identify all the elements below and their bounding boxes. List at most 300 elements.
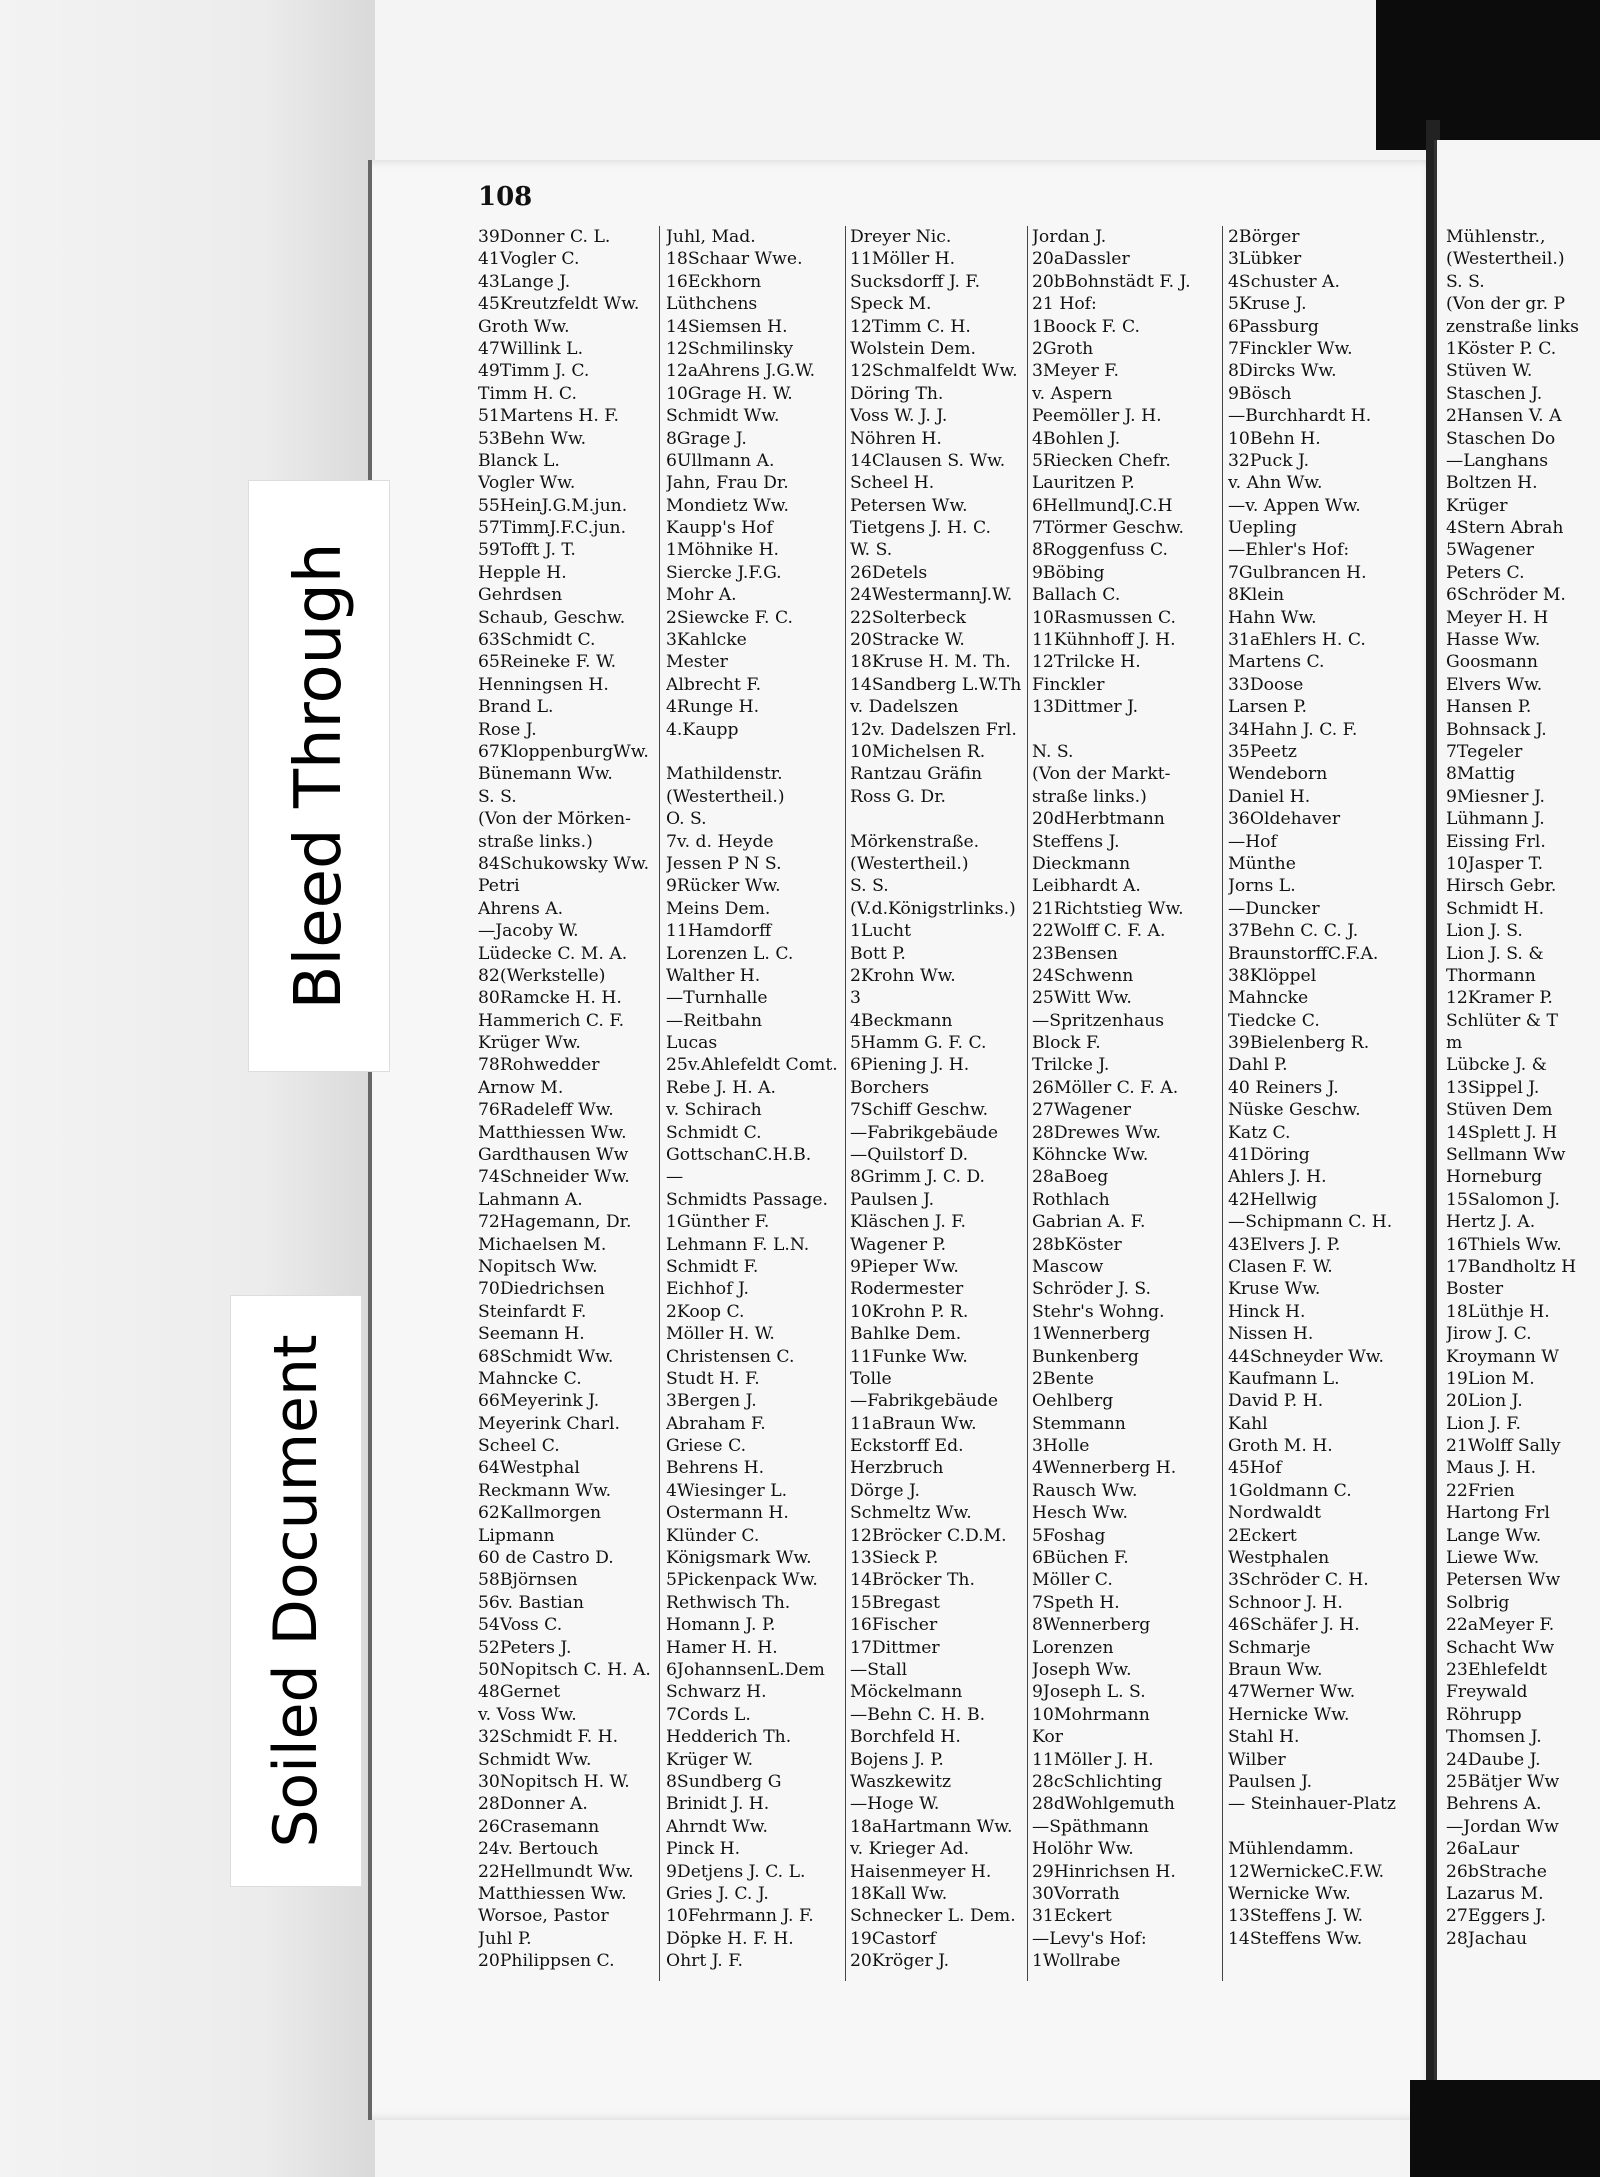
directory-entry: Scheel H. xyxy=(850,473,935,494)
directory-entry: 1Lucht xyxy=(850,921,912,942)
directory-entry: Horneburg xyxy=(1446,1167,1543,1188)
directory-entry: 30Nopitsch H. W. xyxy=(478,1771,630,1792)
directory-entry: Ballach C. xyxy=(1032,585,1121,606)
directory-entry: Reckmann Ww. xyxy=(478,1480,612,1501)
directory-entry: Bahlke Dem. xyxy=(850,1324,962,1345)
directory-entry: Clasen F. W. xyxy=(1228,1256,1333,1277)
directory-entry: 12Schmalfeldt Ww. xyxy=(850,361,1018,382)
directory-entry: 6Ullmann A. xyxy=(666,450,775,471)
directory-entry: —Duncker xyxy=(1228,898,1320,919)
column-6 xyxy=(1446,226,1600,1950)
directory-entry: Jahn, Frau Dr. xyxy=(666,473,789,494)
directory-entry: 48Gernet xyxy=(478,1682,561,1703)
directory-entry: Bohnsack J. xyxy=(1446,719,1547,740)
directory-entry: Maus J. H. xyxy=(1446,1458,1537,1479)
directory-entry: Bünemann Ww. xyxy=(478,764,613,785)
directory-entry: Block F. xyxy=(1032,1033,1101,1054)
directory-entry: 1Möhnike H. xyxy=(666,540,780,561)
directory-entry: 80Ramcke H. H. xyxy=(478,988,622,1009)
directory-entry: v. Dadelszen xyxy=(850,697,959,718)
directory-entry: 4Beckmann xyxy=(850,1010,953,1031)
directory-entry: 44Schneyder Ww. xyxy=(1228,1346,1384,1367)
directory-entry: Kor xyxy=(1032,1727,1063,1748)
directory-entry: Goosmann xyxy=(1446,652,1538,673)
directory-entry: Hesch Ww. xyxy=(1032,1503,1128,1524)
directory-entry: Rantzau Gräfin xyxy=(850,764,983,785)
directory-entry: Hartong Frl xyxy=(1446,1503,1550,1524)
directory-entry: Groth Ww. xyxy=(478,316,570,337)
directory-entry: Hedderich Th. xyxy=(666,1727,792,1748)
directory-entry: Schmeltz Ww. xyxy=(850,1503,972,1524)
directory-entry: 15Salomon J. xyxy=(1446,1189,1560,1210)
directory-entry: 9Pieper Ww. xyxy=(850,1256,959,1277)
directory-entry: —Burchhardt H. xyxy=(1228,406,1372,427)
directory-entry: Liewe Ww. xyxy=(1446,1548,1540,1569)
directory-entry: —Jacoby W. xyxy=(478,921,579,942)
directory-entry xyxy=(850,808,1025,830)
directory-entry: —Langhans xyxy=(1446,450,1549,471)
directory-entry: 4Wennerberg H. xyxy=(1032,1458,1177,1479)
directory-entry: Pinck H. xyxy=(666,1839,741,1860)
directory-entry: Meyerink Charl. xyxy=(478,1413,620,1434)
directory-entry: 3Schröder C. H. xyxy=(1228,1570,1369,1591)
directory-entry: Schaub, Geschw. xyxy=(478,607,626,628)
directory-entry: 45Hof xyxy=(1228,1458,1282,1479)
directory-entry: 8Mattig xyxy=(1446,764,1516,785)
directory-entry: Worsoe, Pastor xyxy=(478,1906,609,1927)
directory-entry: 1Köster P. C. xyxy=(1446,338,1557,359)
directory-entry: Krüger W. xyxy=(666,1749,754,1770)
directory-entry: 1Wollrabe xyxy=(1032,1951,1121,1972)
directory-entry: Dahl P. xyxy=(1228,1055,1288,1076)
directory-entry: Westphalen xyxy=(1228,1548,1330,1569)
directory-entry: Stüven Dem xyxy=(1446,1100,1553,1121)
column-rule xyxy=(1027,226,1028,1981)
directory-entry: Jordan J. xyxy=(1032,227,1107,247)
directory-entry: 4Bohlen J. xyxy=(1032,428,1121,449)
directory-entry: 22Solterbeck xyxy=(850,607,966,628)
directory-entry: 11Kühnhoff J. H. xyxy=(1032,630,1176,651)
directory-entry: Röhrupp xyxy=(1446,1704,1522,1725)
directory-entry: 7Finckler Ww. xyxy=(1228,338,1353,359)
directory-entry: 68Schmidt Ww. xyxy=(478,1346,614,1367)
directory-entry: Schmidt Ww. xyxy=(478,1749,592,1770)
directory-entry: Jirow J. C. xyxy=(1446,1324,1532,1345)
directory-entry: Mascow xyxy=(1032,1256,1104,1277)
directory-entry: 31Eckert xyxy=(1032,1906,1112,1927)
directory-entry: 26aLaur xyxy=(1446,1839,1520,1860)
directory-entry: Sucksdorff J. F. xyxy=(850,271,981,292)
directory-entry: 17Bandholtz H xyxy=(1446,1256,1577,1277)
directory-entry: 7Törmer Geschw. xyxy=(1032,518,1184,539)
directory-entry: Boltzen H. xyxy=(1446,473,1538,494)
directory-entry: Schmidt H. xyxy=(1446,898,1545,919)
directory-entry: Möller C. xyxy=(1032,1570,1113,1591)
directory-entry: Ahrens A. xyxy=(478,898,564,919)
directory-entry: 18Lüthje H. xyxy=(1446,1301,1550,1322)
directory-entry: Dieckmann xyxy=(1032,853,1131,874)
directory-entry: Schmidt Ww. xyxy=(666,406,780,427)
directory-entry: Stehr's Wohng. xyxy=(1032,1301,1165,1322)
directory-entry: Tolle xyxy=(850,1368,892,1389)
directory-entry: Borchers xyxy=(850,1077,930,1098)
directory-entry: v. Aspern xyxy=(1032,383,1113,404)
directory-entry: Juhl, Mad. xyxy=(666,227,756,247)
directory-entry: Schlüter & T xyxy=(1446,1010,1559,1031)
directory-entry: Timm H. C. xyxy=(478,383,577,404)
directory-entry: Klünder C. xyxy=(666,1525,760,1546)
directory-entry: Seemann H. xyxy=(478,1324,585,1345)
directory-entry: Peemöller J. H. xyxy=(1032,406,1162,427)
directory-entry: 52Peters J. xyxy=(478,1637,572,1658)
directory-entry: 14Steffens Ww. xyxy=(1228,1928,1363,1949)
directory-entry: 1Wennerberg xyxy=(1032,1324,1151,1345)
bleed-through-label xyxy=(248,480,390,1072)
directory-entry: Kahl xyxy=(1228,1413,1268,1434)
directory-entry: 55HeinJ.G.M.jun. xyxy=(478,495,628,516)
directory-entry: Rethwisch Th. xyxy=(666,1592,791,1613)
directory-entry: 1Goldmann C. xyxy=(1228,1480,1352,1501)
directory-entry: Michaelsen M. xyxy=(478,1234,607,1255)
directory-entry: 18Schaar Wwe. xyxy=(666,249,803,270)
directory-entry: 5Kruse J. xyxy=(1228,294,1307,315)
directory-entry: 34Hahn J. C. F. xyxy=(1228,719,1358,740)
directory-entry: 32Schmidt F. H. xyxy=(478,1727,619,1748)
directory-entry: 65Reineke F. W. xyxy=(478,652,617,673)
directory-entry: 22Hellmundt Ww. xyxy=(478,1861,634,1882)
directory-entry: Katz C. xyxy=(1228,1122,1291,1143)
directory-entry: 20aDassler xyxy=(1032,249,1130,270)
directory-entry: Nöhren H. xyxy=(850,428,942,449)
directory-entry: Mühlenstr., xyxy=(1446,227,1546,247)
directory-entry: 11Möller J. H. xyxy=(1032,1749,1154,1770)
directory-entry: 6JohannsenL.Dem xyxy=(666,1660,825,1680)
directory-entry: Wendeborn xyxy=(1228,764,1328,785)
directory-entry: 24WestermannJ.W. xyxy=(850,585,1013,606)
directory-entry: 51Martens H. F. xyxy=(478,406,619,427)
directory-entry: 20Stracke W. xyxy=(850,630,965,651)
directory-entry: Lange Ww. xyxy=(1446,1525,1542,1546)
directory-entry: Gabrian A. F. xyxy=(1032,1212,1146,1233)
directory-entry: Uepling xyxy=(1228,518,1297,539)
directory-entry: 12Schmilinsky xyxy=(666,338,794,359)
directory-entry: Mathildenstr. xyxy=(666,764,783,785)
directory-entry: 2Groth xyxy=(1032,338,1094,359)
directory-entry: 66Meyerink J. xyxy=(478,1391,600,1412)
directory-entry: 4.Kaupp xyxy=(666,719,739,740)
directory-entry: Wernicke Ww. xyxy=(1228,1883,1351,1904)
directory-entry: —Hof xyxy=(1228,831,1277,852)
directory-entry: 19Castorf xyxy=(850,1928,936,1949)
directory-entry: Lorenzen xyxy=(1032,1637,1114,1658)
directory-entry: Schacht Ww xyxy=(1446,1637,1555,1658)
directory-entry: v. Krieger Ad. xyxy=(850,1839,970,1860)
directory-entry: 32Puck J. xyxy=(1228,450,1310,471)
directory-entry: 2Bente xyxy=(1032,1368,1094,1389)
directory-entry: Sellmann Ww xyxy=(1446,1145,1566,1166)
directory-entry: 14Bröcker Th. xyxy=(850,1570,975,1591)
directory-entry: N. S. xyxy=(1032,741,1074,762)
directory-entry: Hasse Ww. xyxy=(1446,630,1541,651)
directory-entry: Brand L. xyxy=(478,697,554,718)
directory-entry: —Ehler's Hof: xyxy=(1228,540,1350,561)
directory-entry: Thormann xyxy=(1446,965,1536,986)
directory-entry: 23Ehlefeldt xyxy=(1446,1660,1548,1680)
directory-entry: Lübcke J. & xyxy=(1446,1055,1547,1076)
directory-entry: 12Bröcker C.D.M. xyxy=(850,1525,1007,1546)
directory-entry: Eissing Frl. xyxy=(1446,831,1546,852)
directory-entry: 43Lange J. xyxy=(478,271,571,292)
directory-entry: 72Hagemann, Dr. xyxy=(478,1212,632,1233)
directory-entry: 4Schuster A. xyxy=(1228,271,1340,292)
directory-entry: 67KloppenburgWw. xyxy=(478,741,649,762)
directory-entry: 14Siemsen H. xyxy=(666,316,788,337)
directory-entry: Blanck L. xyxy=(478,450,560,471)
directory-entry: 10Mohrmann xyxy=(1032,1704,1150,1725)
directory-entry: Leibhardt A. xyxy=(1032,876,1141,897)
directory-entry: Schnecker L. Dem. xyxy=(850,1906,1016,1927)
directory-entry: 9Miesner J. xyxy=(1446,786,1545,807)
directory-entry: Lipmann xyxy=(478,1525,555,1546)
directory-entry: 12Kramer P. xyxy=(1446,988,1553,1009)
directory-entry: —Jordan Ww xyxy=(1446,1816,1559,1837)
directory-entry: Lion J. S. xyxy=(1446,921,1523,942)
directory-entry: 3 xyxy=(850,988,861,1009)
directory-entry: m xyxy=(1446,1033,1463,1054)
directory-entry: (Westertheil.) xyxy=(666,786,785,807)
directory-entry: 6HellmundJ.C.H xyxy=(1032,495,1173,516)
directory-entry: Wilber xyxy=(1228,1749,1286,1770)
directory-entry: 20bBohnstädt F. J. xyxy=(1032,271,1191,292)
column-3 xyxy=(850,226,1025,1972)
directory-entry: Gehrdsen xyxy=(478,585,563,606)
directory-entry: Stahl H. xyxy=(1228,1727,1300,1748)
directory-entry: Henningsen H. xyxy=(478,674,609,695)
directory-entry: straße links.) xyxy=(1032,786,1147,807)
directory-entry: Möckelmann xyxy=(850,1682,963,1703)
directory-entry: 42Hellwig xyxy=(1228,1189,1318,1210)
directory-entry: 50Nopitsch C. H. A. xyxy=(478,1660,651,1680)
directory-entry: 31aEhlers H. C. xyxy=(1228,630,1366,651)
directory-entry: 12Timm C. H. xyxy=(850,316,971,337)
directory-entry: (Westertheil.) xyxy=(1446,249,1565,270)
directory-entry: 25Bätjer Ww xyxy=(1446,1771,1560,1792)
directory-entry: Königsmark Ww. xyxy=(666,1548,812,1569)
directory-entry: 8Roggenfuss C. xyxy=(1032,540,1169,561)
directory-entry: 3Lübker xyxy=(1228,249,1302,270)
directory-entry: 10Rasmussen C. xyxy=(1032,607,1176,628)
directory-entry: 29Hinrichsen H. xyxy=(1032,1861,1176,1882)
directory-entry: Wolstein Dem. xyxy=(850,338,976,359)
directory-entry: Bott P. xyxy=(850,943,906,964)
directory-entry: 6Piening J. H. xyxy=(850,1055,970,1076)
directory-entry: 2Koop C. xyxy=(666,1301,745,1322)
directory-entry: (Westertheil.) xyxy=(850,853,969,874)
directory-entry: 24v. Bertouch xyxy=(478,1839,599,1860)
directory-entry: 35Peetz xyxy=(1228,741,1297,762)
directory-entry: 8Sundberg G xyxy=(666,1771,782,1792)
soiled-document-text: Soiled Document xyxy=(261,1334,331,1848)
directory-entry: Matthiessen Ww. xyxy=(478,1122,627,1143)
directory-entry: 8Wennerberg xyxy=(1032,1615,1151,1636)
directory-entry: 22aMeyer F. xyxy=(1446,1615,1555,1636)
directory-entry: 2Börger xyxy=(1228,227,1300,247)
directory-entry: v. Voss Ww. xyxy=(478,1704,577,1725)
directory-entry xyxy=(666,741,843,763)
directory-entry: 7Schiff Geschw. xyxy=(850,1100,989,1121)
directory-entry: Steffens J. xyxy=(1032,831,1120,852)
directory-entry: v. Ahn Ww. xyxy=(1228,473,1323,494)
directory-entry: 12aAhrens J.G.W. xyxy=(666,361,816,382)
directory-entry: 37Behn C. C. J. xyxy=(1228,921,1359,942)
directory-entry: Krüger xyxy=(1446,495,1508,516)
directory-entry: Mondietz Ww. xyxy=(666,495,789,516)
directory-entry: 24Schwenn xyxy=(1032,965,1134,986)
directory-entry: Schröder J. S. xyxy=(1032,1279,1151,1300)
directory-entry: 13Steffens J. W. xyxy=(1228,1906,1364,1927)
directory-entry: Behrens H. xyxy=(666,1458,765,1479)
directory-entry: Haisenmeyer H. xyxy=(850,1861,992,1882)
directory-entry: — xyxy=(666,1167,684,1188)
directory-entry: Hirsch Gebr. xyxy=(1446,876,1557,897)
directory-entry: Griese C. xyxy=(666,1436,747,1457)
directory-entry: 4Stern Abrah xyxy=(1446,518,1564,539)
directory-entry: Möller H. W. xyxy=(666,1324,775,1345)
directory-entry: Döring Th. xyxy=(850,383,944,404)
directory-entry: 76Radeleff Ww. xyxy=(478,1100,614,1121)
directory-entry: Speck M. xyxy=(850,294,932,315)
directory-entry: 10Jasper T. xyxy=(1446,853,1544,874)
directory-entry: 13Sieck P. xyxy=(850,1548,939,1569)
directory-entry: 84Schukowsky Ww. xyxy=(478,853,650,874)
directory-entry: Hammerich C. F. xyxy=(478,1010,625,1031)
directory-entry: 20dHerbtmann xyxy=(1032,809,1165,830)
directory-entry: 21 Hof: xyxy=(1032,294,1097,315)
directory-entry: Rose J. xyxy=(478,719,537,740)
directory-entry: —Behn C. H. B. xyxy=(850,1704,986,1725)
column-rule xyxy=(1222,226,1223,1981)
directory-entry: 18Kall Ww. xyxy=(850,1883,948,1904)
directory-entry: Schmidt C. xyxy=(666,1122,762,1143)
directory-entry: Finckler xyxy=(1032,674,1105,695)
directory-entry: Herzbruch xyxy=(850,1458,944,1479)
directory-entry: Joseph Ww. xyxy=(1032,1660,1132,1680)
directory-entry: zenstraße links xyxy=(1446,316,1579,337)
directory-entry: 18aHartmann Ww. xyxy=(850,1816,1013,1837)
directory-entry: Mörkenstraße. xyxy=(850,831,980,852)
directory-entry: 39Bielenberg R. xyxy=(1228,1033,1370,1054)
directory-entry: Eichhof J. xyxy=(666,1279,749,1300)
directory-entry: 26bStrache xyxy=(1446,1861,1547,1882)
directory-entry: Paulsen J. xyxy=(850,1189,935,1210)
directory-entry: Nordwaldt xyxy=(1228,1503,1321,1524)
directory-entry: Mohr A. xyxy=(666,585,737,606)
directory-entry: Kroymann W xyxy=(1446,1346,1559,1367)
directory-entry: Lazarus M. xyxy=(1446,1883,1544,1904)
directory-entry: —Quilstorf D. xyxy=(850,1145,969,1166)
directory-entry: Homann J. P. xyxy=(666,1615,776,1636)
directory-entry: Krüger Ww. xyxy=(478,1033,581,1054)
directory-entry: Nüske Geschw. xyxy=(1228,1100,1361,1121)
directory-entry: Scheel C. xyxy=(478,1436,560,1457)
directory-entry: Larsen P. xyxy=(1228,697,1307,718)
directory-entry: 5Riecken Chefr. xyxy=(1032,450,1171,471)
directory-entry: 3Kahlcke xyxy=(666,630,747,651)
directory-entry: Meyer H. H xyxy=(1446,607,1549,628)
directory-entry: 41Döring xyxy=(1228,1145,1310,1166)
directory-entry: 27Wagener xyxy=(1032,1100,1131,1121)
directory-entry: 20Philippsen C. xyxy=(478,1951,615,1972)
directory-entry: 12v. Dadelszen Frl. xyxy=(850,719,1017,740)
directory-entry: 1Günther F. xyxy=(666,1212,770,1233)
directory-entry: 9Böbing xyxy=(1032,562,1105,583)
directory-entry: Jorns L. xyxy=(1228,876,1296,897)
directory-entry: S. S. xyxy=(1446,271,1485,292)
binding-shadow-bottom xyxy=(1410,2080,1600,2177)
directory-entry: Bojens J. P. xyxy=(850,1749,944,1770)
directory-entry: Daniel H. xyxy=(1228,786,1311,807)
directory-entry: Boster xyxy=(1446,1279,1504,1300)
directory-entry: Lehmann F. L.N. xyxy=(666,1234,810,1255)
directory-entry: Hepple H. xyxy=(478,562,567,583)
directory-entry: — Steinhauer-Platz xyxy=(1228,1794,1396,1815)
directory-entry: Paulsen J. xyxy=(1228,1771,1313,1792)
directory-entry: 3Holle xyxy=(1032,1436,1090,1457)
directory-entry: 7Gulbrancen H. xyxy=(1228,562,1367,583)
directory-entry: Nopitsch Ww. xyxy=(478,1256,598,1277)
directory-entry: 59Tofft J. T. xyxy=(478,540,576,561)
directory-entry: Stüven W. xyxy=(1446,361,1533,382)
directory-entry: 17Dittmer xyxy=(850,1637,940,1658)
directory-entry: Voss W. J. J. xyxy=(850,406,948,427)
directory-entry: Walther H. xyxy=(666,965,761,986)
directory-entry xyxy=(1228,1816,1428,1838)
column-2 xyxy=(666,226,843,1972)
directory-entry: 14Sandberg L.W.Th xyxy=(850,674,1022,695)
directory-entry: 2Hansen V. A xyxy=(1446,406,1562,427)
directory-entry: Solbrig xyxy=(1446,1592,1510,1613)
directory-entry: 9Bösch xyxy=(1228,383,1292,404)
directory-entry: 5Pickenpack Ww. xyxy=(666,1570,818,1591)
directory-entry: Holöhr Ww. xyxy=(1032,1839,1134,1860)
directory-entry: 8Grimm J. C. D. xyxy=(850,1167,986,1188)
directory-entry: Ahlers J. H. xyxy=(1228,1167,1327,1188)
directory-entry: 28cSchlichting xyxy=(1032,1771,1163,1792)
directory-entry: 20Kröger J. xyxy=(850,1951,950,1972)
directory-entry: 28Drewes Ww. xyxy=(1032,1122,1162,1143)
directory-entry: (V.d.Königstrlinks.) xyxy=(850,898,1016,919)
directory-entry: Matthiessen Ww. xyxy=(478,1883,627,1904)
directory-entry: Juhl P. xyxy=(478,1928,532,1949)
directory-entry: 26Detels xyxy=(850,562,928,583)
column-rule xyxy=(845,226,846,1981)
directory-entry: 39Donner C. L. xyxy=(478,227,611,247)
directory-entry: S. S. xyxy=(478,786,517,807)
directory-entry: —Stall xyxy=(850,1660,908,1680)
directory-entry: 13Dittmer J. xyxy=(1032,697,1139,718)
directory-entry: Hernicke Ww. xyxy=(1228,1704,1350,1725)
directory-entry: 5Wagener xyxy=(1446,540,1534,561)
directory-entry: Wagener P. xyxy=(850,1234,947,1255)
directory-entry: 28bKöster xyxy=(1032,1234,1122,1255)
directory-entry: 12Trilcke H. xyxy=(1032,652,1141,673)
column-5 xyxy=(1228,226,1428,1950)
directory-entry: Jessen P N S. xyxy=(666,853,782,874)
directory-entry: 23Bensen xyxy=(1032,943,1118,964)
directory-entry: straße links.) xyxy=(478,831,593,852)
directory-entry: Münthe xyxy=(1228,853,1296,874)
directory-entry: 62Kallmorgen xyxy=(478,1503,602,1524)
